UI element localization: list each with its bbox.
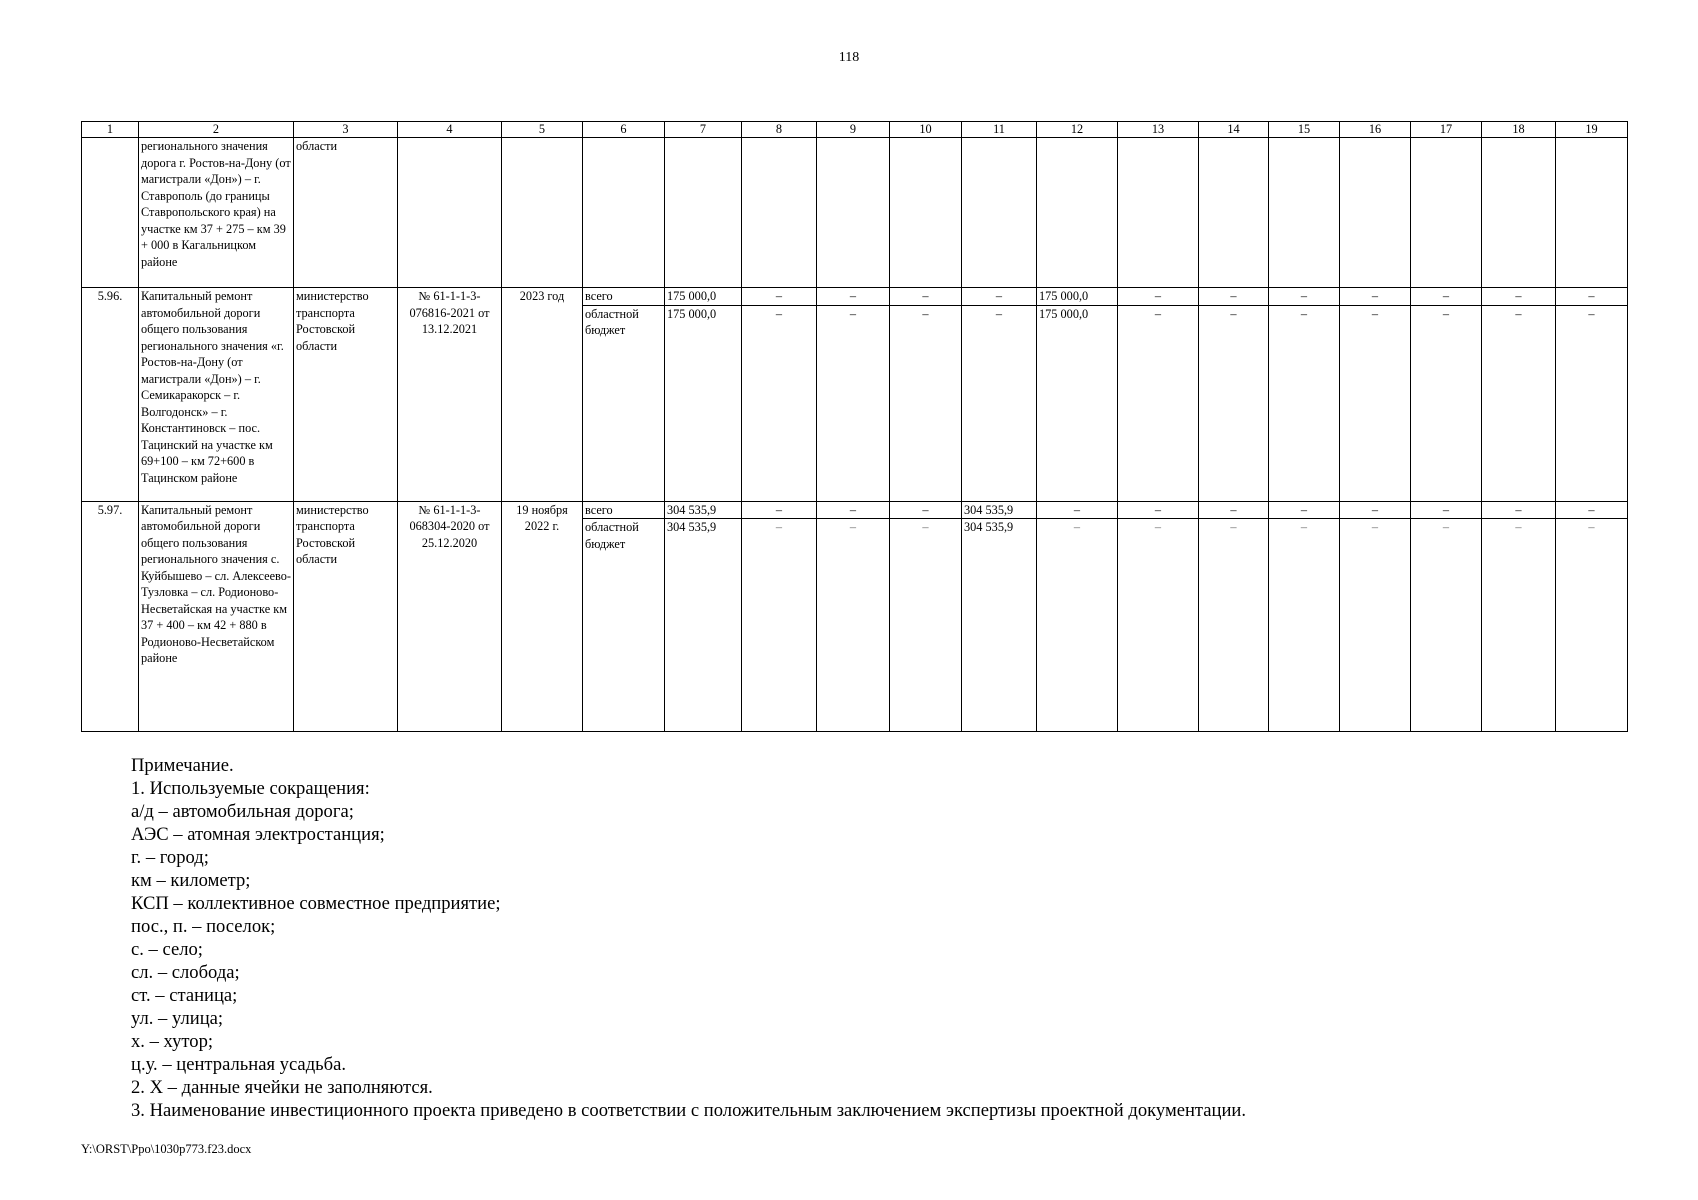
- note-line: с. – село;: [131, 939, 203, 960]
- value-cell: –: [817, 501, 890, 519]
- project-name-cell: регионального значения дорога г. Ростов-на-Дону (от магистрали «Дон») – г. Ставрополь (до границы Ставропольского края) на участке км 37 + 275 – км 39 + 000 в Кагальницком районе: [139, 138, 294, 288]
- value-cell: 175 000,0: [665, 305, 742, 501]
- year-cell: 19 ноября 2022 г.: [502, 501, 583, 732]
- header-cell: 9: [817, 122, 890, 138]
- investment-table: [81, 121, 1628, 732]
- header-cell: 15: [1269, 122, 1340, 138]
- value-cell: 175 000,0: [665, 288, 742, 306]
- note-line: сл. – слобода;: [131, 962, 240, 983]
- note-line: 1. Используемые сокращения:: [131, 778, 370, 799]
- note-line: г. – город;: [131, 847, 209, 868]
- header-cell: 4: [398, 122, 502, 138]
- note-line: ц.у. – центральная усадьба.: [131, 1054, 346, 1075]
- source-cell: областной бюджет: [583, 305, 665, 501]
- value-cell: –: [1199, 501, 1269, 519]
- value-cell: –: [1556, 519, 1628, 732]
- agency-cell: министерство транспорта Ростовской области: [294, 501, 398, 732]
- header-cell: 17: [1411, 122, 1482, 138]
- value-cell: –: [1037, 501, 1118, 519]
- value-cell: –: [1556, 305, 1628, 501]
- value-cell: –: [1556, 501, 1628, 519]
- value-cell: –: [1269, 519, 1340, 732]
- source-cell: областной бюджет: [583, 519, 665, 732]
- value-cell: –: [817, 305, 890, 501]
- value-cell: –: [1482, 305, 1556, 501]
- source-cell: всего: [583, 288, 665, 306]
- header-cell: 11: [962, 122, 1037, 138]
- project-name-cell: Капитальный ремонт автомобильной дороги общего пользования регионального значения «г. Ростов-на-Дону (от магистрали «Дон») – г. Семикаракорск – г. Волгодонск» – г. Константиновск – пос. Тацинский на участке км 69+100 – км 72+600 в Тацинском районе: [139, 288, 294, 502]
- agency-cell: министерство транспорта Ростовской области: [294, 288, 398, 502]
- value-cell: –: [1340, 519, 1411, 732]
- header-cell: 14: [1199, 122, 1269, 138]
- value-cell: 304 535,9: [665, 519, 742, 732]
- note-line: пос., п. – поселок;: [131, 916, 276, 937]
- header-cell: 19: [1556, 122, 1628, 138]
- row-number-cell: 5.97.: [82, 501, 139, 732]
- value-cell: –: [890, 501, 962, 519]
- year-cell: 2023 год: [502, 288, 583, 502]
- value-cell: –: [890, 305, 962, 501]
- value-cell: –: [1556, 288, 1628, 306]
- document-cell: № 61-1-1-3-076816-2021 от 13.12.2021: [398, 288, 502, 502]
- value-cell: –: [817, 288, 890, 306]
- value-cell: –: [1199, 519, 1269, 732]
- header-cell: 16: [1340, 122, 1411, 138]
- value-cell: –: [1411, 288, 1482, 306]
- value-cell: –: [1411, 501, 1482, 519]
- value-cell: 304 535,9: [665, 501, 742, 519]
- agency-cell: области: [294, 138, 398, 288]
- value-cell: –: [962, 305, 1037, 501]
- header-cell: 18: [1482, 122, 1556, 138]
- project-name-cell: Капитальный ремонт автомобильной дороги общего пользования регионального значения с. Куйбышево – сл. Алексеево-Тузловка – сл. Родионово-Несветайская на участке км 37 + 400 – км 42 + 880 в Родионово-Несветайском районе: [139, 501, 294, 732]
- row-number-cell: [82, 138, 139, 288]
- value-cell: 175 000,0: [1037, 305, 1118, 501]
- value-cell: –: [1269, 305, 1340, 501]
- value-cell: –: [1482, 288, 1556, 306]
- value-cell: –: [1411, 305, 1482, 501]
- note-line: ул. – улица;: [131, 1008, 224, 1029]
- continuation-row: [82, 138, 1628, 288]
- note-line: а/д – автомобильная дорога;: [131, 801, 354, 822]
- note-line: АЭС – атомная электростанция;: [131, 824, 385, 845]
- footer-file-path: Y:\ORST\Ppo\1030p773.f23.docx: [81, 1142, 252, 1156]
- value-cell: –: [1269, 288, 1340, 306]
- header-cell: 3: [294, 122, 398, 138]
- value-cell: –: [742, 288, 817, 306]
- value-cell: –: [890, 519, 962, 732]
- note-line: ст. – станица;: [131, 985, 238, 1006]
- header-cell: 2: [139, 122, 294, 138]
- header-cell: 12: [1037, 122, 1118, 138]
- header-cell: 7: [665, 122, 742, 138]
- note-line: х. – хутор;: [131, 1031, 214, 1052]
- note-line: 2. Х – данные ячейки не заполняются.: [131, 1077, 433, 1098]
- notes-section: [131, 754, 1246, 1122]
- value-cell: 175 000,0: [1037, 288, 1118, 306]
- note-line: КСП – коллективное совместное предприятие;: [131, 893, 501, 914]
- value-cell: 304 535,9: [962, 501, 1037, 519]
- value-cell: –: [1118, 305, 1199, 501]
- table-row: [82, 288, 1628, 306]
- value-cell: –: [1340, 288, 1411, 306]
- value-cell: –: [1118, 519, 1199, 732]
- value-cell: –: [742, 519, 817, 732]
- header-cell: 1: [82, 122, 139, 138]
- value-cell: –: [1340, 305, 1411, 501]
- value-cell: –: [1118, 501, 1199, 519]
- header-cell: 5: [502, 122, 583, 138]
- value-cell: 304 535,9: [962, 519, 1037, 732]
- table-row: [82, 501, 1628, 519]
- value-cell: –: [1411, 519, 1482, 732]
- header-cell: 13: [1118, 122, 1199, 138]
- value-cell: –: [1482, 501, 1556, 519]
- value-cell: –: [1199, 305, 1269, 501]
- value-cell: –: [1037, 519, 1118, 732]
- page-number: 118: [838, 50, 860, 65]
- value-cell: –: [962, 288, 1037, 306]
- document-cell: № 61-1-1-3-068304-2020 от 25.12.2020: [398, 501, 502, 732]
- notes-title: Примечание.: [131, 755, 234, 776]
- header-cell: 8: [742, 122, 817, 138]
- value-cell: –: [1340, 501, 1411, 519]
- value-cell: –: [742, 501, 817, 519]
- value-cell: –: [817, 519, 890, 732]
- value-cell: –: [1118, 288, 1199, 306]
- note-line: км – километр;: [131, 870, 251, 891]
- row-number-cell: 5.96.: [82, 288, 139, 502]
- header-row: [82, 122, 1628, 138]
- value-cell: –: [1482, 519, 1556, 732]
- value-cell: –: [742, 305, 817, 501]
- value-cell: –: [1199, 288, 1269, 306]
- note-line: 3. Наименование инвестиционного проекта приведено в соответствии с положительным заключением экспертизы проектной документации.: [131, 1100, 1247, 1121]
- header-cell: 6: [583, 122, 665, 138]
- value-cell: –: [890, 288, 962, 306]
- value-cell: –: [1269, 501, 1340, 519]
- source-cell: всего: [583, 501, 665, 519]
- header-cell: 10: [890, 122, 962, 138]
